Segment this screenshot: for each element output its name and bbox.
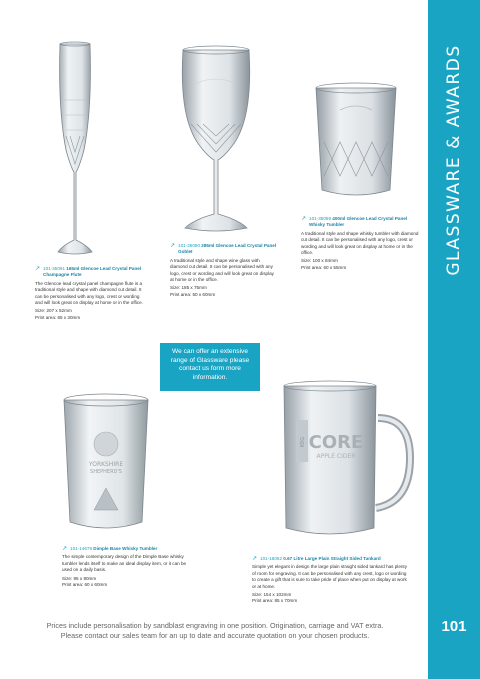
product-size: Size: 95 x 80mm: [62, 575, 97, 581]
product-dimple-tumbler: [62, 546, 192, 588]
section-title: GLASSWARE & AWARDS: [444, 44, 464, 276]
product-print-area: Print area: 65 x 30mm: [35, 314, 81, 320]
product-size: Size: 100 x 84mm: [301, 258, 338, 264]
product-tankard: [252, 556, 410, 605]
product-crystal-tumbler: [301, 216, 419, 271]
product-description: The simple contemporary design of the Dimple Base whisky tumbler lends itself to make an ideal display item, or it can be used on a daily basis.: [62, 554, 187, 573]
dimple-tumbler-image: [60, 392, 152, 534]
tankard-logo-sub: APPLE CIDER: [316, 453, 356, 460]
product-name: 0.67 Litre Large Plain Straight Sided Tankard: [283, 556, 381, 561]
product-code: 101-35090: [178, 243, 200, 248]
footer-line-2: Please contact our sales team for an up to date and accurate quotation on your chosen products.: [60, 631, 370, 640]
product-description: The Glencoe lead crystal panel champagne flute is a traditional style and shape with diamond cut detail. It can be personalised with any logo, crest or wording and will look great on display at home or in the office.: [35, 280, 143, 306]
product-name: Dimple Base Whisky Tumbler: [93, 546, 158, 551]
product-description: A traditional style and shape wine glass with diamond cut detail. It can be personalised with any logo, crest or wording and will look great on display at home or in the office.: [170, 257, 274, 283]
product-name: 165ml Glencoe Lead Crystal Panel Champagne Flute: [43, 266, 142, 278]
contact-callout: We can offer an extensive range of Glassware please contact us form more information.: [160, 343, 260, 391]
product-code: 101-14679: [70, 546, 92, 551]
product-description: Simple yet elegant in design the large plain straight sided tankard has plenty of room for engraving. It can be personalised with any crest, logo or wording to create a gift that is sure to take pride of place when put on display at work or at home.: [252, 564, 408, 589]
pricing-footer: [14, 621, 416, 641]
arrow-up-right-icon: ↗: [252, 556, 258, 562]
product-code: 101-35091: [43, 266, 65, 271]
product-print-area: Print area: 60 x 60mm: [62, 582, 108, 588]
goblet-image: [175, 44, 257, 236]
champagne-flute-image: [52, 40, 98, 258]
tumbler-logo-line1: YORKSHIRE: [88, 461, 124, 468]
tankard-logo-side: KEG: [300, 436, 306, 448]
product-description: A traditional style and shape whisky tumbler with diamond cut detail. It can be personalised with any logo, crest or wording and will look great on display at home or in the office.: [301, 230, 419, 256]
product-code: 101-18062: [260, 556, 282, 561]
tankard-logo-main: CORE: [308, 432, 364, 453]
crystal-tumbler-image: [310, 80, 402, 200]
arrow-up-right-icon: ↗: [170, 243, 176, 249]
product-size: Size: 154 x 102mm: [252, 592, 292, 598]
product-code: 101-35089: [309, 216, 331, 221]
product-print-area: Print area: 85 x 70mm: [252, 598, 298, 604]
page-number: 101: [441, 618, 467, 635]
product-size: Size: 207 x 52mm: [35, 308, 72, 314]
product-champagne-flute: [35, 266, 145, 321]
arrow-up-right-icon: ↗: [62, 546, 68, 552]
tankard-image: [272, 378, 414, 544]
product-goblet: [170, 243, 278, 298]
tumbler-logo-line2: SHEPHERD'S: [90, 469, 122, 475]
footer-line-1: Prices include personalisation by sandblast engraving in one position. Origination, carriage and VAT extra.: [46, 621, 384, 630]
product-name: 400ml Glencoe Lead Crystal Panel Whisky Tumbler: [309, 216, 408, 228]
arrow-up-right-icon: ↗: [35, 266, 41, 272]
product-name: 285ml Glencoe Lead Crystal Panel Goblet: [178, 243, 277, 255]
arrow-up-right-icon: ↗: [301, 216, 307, 222]
product-print-area: Print area: 50 x 60mm: [170, 291, 216, 297]
product-size: Size: 185 x 75mm: [170, 285, 207, 291]
product-print-area: Print area: 60 x 55mm: [301, 264, 347, 270]
